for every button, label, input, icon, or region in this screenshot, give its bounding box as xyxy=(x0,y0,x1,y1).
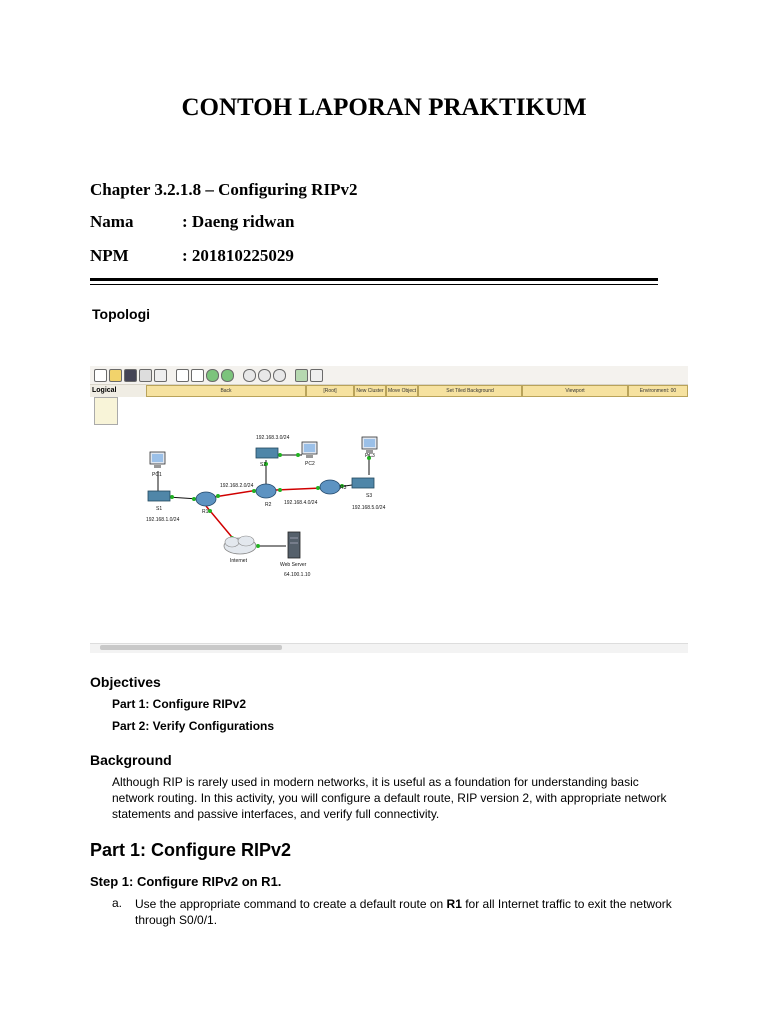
pc-icon xyxy=(302,442,317,458)
pt-toolbar xyxy=(90,366,688,385)
scrollbar-thumb[interactable] xyxy=(100,645,282,650)
step1-heading: Step 1: Configure RIPv2 on R1. xyxy=(90,874,282,889)
background-paragraph: Although RIP is rarely used in modern networks, it is useful as a foundation for understanding basic network routing. In this activity, you will configure a default route, RIP version 2, with appropriate network statements and passive interfaces, and verify full connectivity. xyxy=(112,775,667,821)
router-icon xyxy=(256,484,276,498)
save-icon[interactable] xyxy=(124,369,137,382)
router-icon xyxy=(196,492,216,506)
redo-icon[interactable] xyxy=(221,369,234,382)
document-title: CONTOH LAPORAN PRAKTIKUM xyxy=(181,94,587,121)
zoom-in-icon[interactable] xyxy=(243,369,256,382)
label-net2: 192.168.2.0/24 xyxy=(220,483,254,489)
objective-part2: Part 2: Verify Configurations xyxy=(112,719,275,733)
label-s1: S1 xyxy=(156,506,163,512)
step-a-text xyxy=(135,896,675,928)
pc-icon xyxy=(362,437,377,453)
background-heading: Background xyxy=(90,752,172,768)
nama-value: : Daeng ridwan xyxy=(182,212,295,231)
pc-icon xyxy=(150,452,165,468)
objectives-heading: Objectives xyxy=(90,674,161,690)
palette-icon[interactable] xyxy=(295,369,308,382)
server-icon xyxy=(288,532,300,558)
label-r3: R3 xyxy=(340,485,347,491)
tiled-background-button[interactable]: Set Tiled Background xyxy=(418,385,522,397)
open-folder-icon[interactable] xyxy=(109,369,122,382)
label-s2: S2 xyxy=(260,462,267,468)
npm-value: : 201810225029 xyxy=(182,246,294,265)
step-a-text-before: Use the appropriate command to create a default route on xyxy=(135,897,447,911)
wizard-icon[interactable] xyxy=(154,369,167,382)
zoom-reset-icon[interactable] xyxy=(258,369,271,382)
header-rule-thin xyxy=(90,284,658,285)
step-a-bold-router: R1 xyxy=(446,897,462,911)
step-a-text-after: for all Internet traffic to exit the network through S0/0/1. xyxy=(135,897,672,927)
label-internet: Internet xyxy=(230,558,247,564)
topologi-label: Topologi xyxy=(92,306,151,322)
logical-view-icon[interactable] xyxy=(94,397,118,425)
print-icon[interactable] xyxy=(139,369,152,382)
nama-label: Nama xyxy=(90,212,134,231)
switch-icon xyxy=(256,448,278,458)
custom-device-icon[interactable] xyxy=(310,369,323,382)
label-web-server: Web Server xyxy=(280,562,307,568)
internet-cloud-icon xyxy=(224,536,256,554)
npm-label: NPM xyxy=(90,246,129,265)
label-net3: 192.168.3.0/24 xyxy=(256,435,290,441)
new-cluster-button[interactable]: New Cluster xyxy=(354,385,386,397)
label-net1: 192.168.1.0/24 xyxy=(146,517,180,523)
environment-button[interactable]: Environment: 00 xyxy=(628,385,688,397)
topology-screenshot xyxy=(90,366,688,653)
label-r2: R2 xyxy=(265,502,272,508)
chapter-title: Chapter 3.2.1.8 – Configuring RIPv2 xyxy=(90,180,358,199)
undo-icon[interactable] xyxy=(206,369,219,382)
step-a-marker: a. xyxy=(112,896,123,910)
part1-heading: Part 1: Configure RIPv2 xyxy=(90,840,292,860)
zoom-out-icon[interactable] xyxy=(273,369,286,382)
switch-icon xyxy=(352,478,374,488)
move-object-button[interactable]: Move Object xyxy=(386,385,418,397)
label-net5: 192.168.5.0/24 xyxy=(352,505,386,511)
header-rule-thick xyxy=(90,278,658,281)
new-file-icon[interactable] xyxy=(94,369,107,382)
label-pc3: PC3 xyxy=(365,453,375,459)
back-button[interactable]: Back xyxy=(146,385,306,397)
label-r1: R1 xyxy=(202,509,209,515)
label-web-server-ip: 64.100.1.10 xyxy=(284,572,311,578)
objective-part1: Part 1: Configure RIPv2 xyxy=(112,697,247,711)
paste-icon[interactable] xyxy=(191,369,204,382)
topology-canvas xyxy=(90,366,688,653)
switch-icon xyxy=(148,491,170,501)
router-icon xyxy=(320,480,340,494)
copy-icon[interactable] xyxy=(176,369,189,382)
label-pc1: PC1 xyxy=(152,472,162,478)
root-button[interactable]: [Root] xyxy=(306,385,354,397)
viewport-button[interactable]: Viewport xyxy=(522,385,628,397)
logical-mode-label: Logical xyxy=(92,387,117,394)
label-pc2: PC2 xyxy=(305,461,315,467)
label-s3: S3 xyxy=(366,493,373,499)
label-net4: 192.168.4.0/24 xyxy=(284,500,318,506)
